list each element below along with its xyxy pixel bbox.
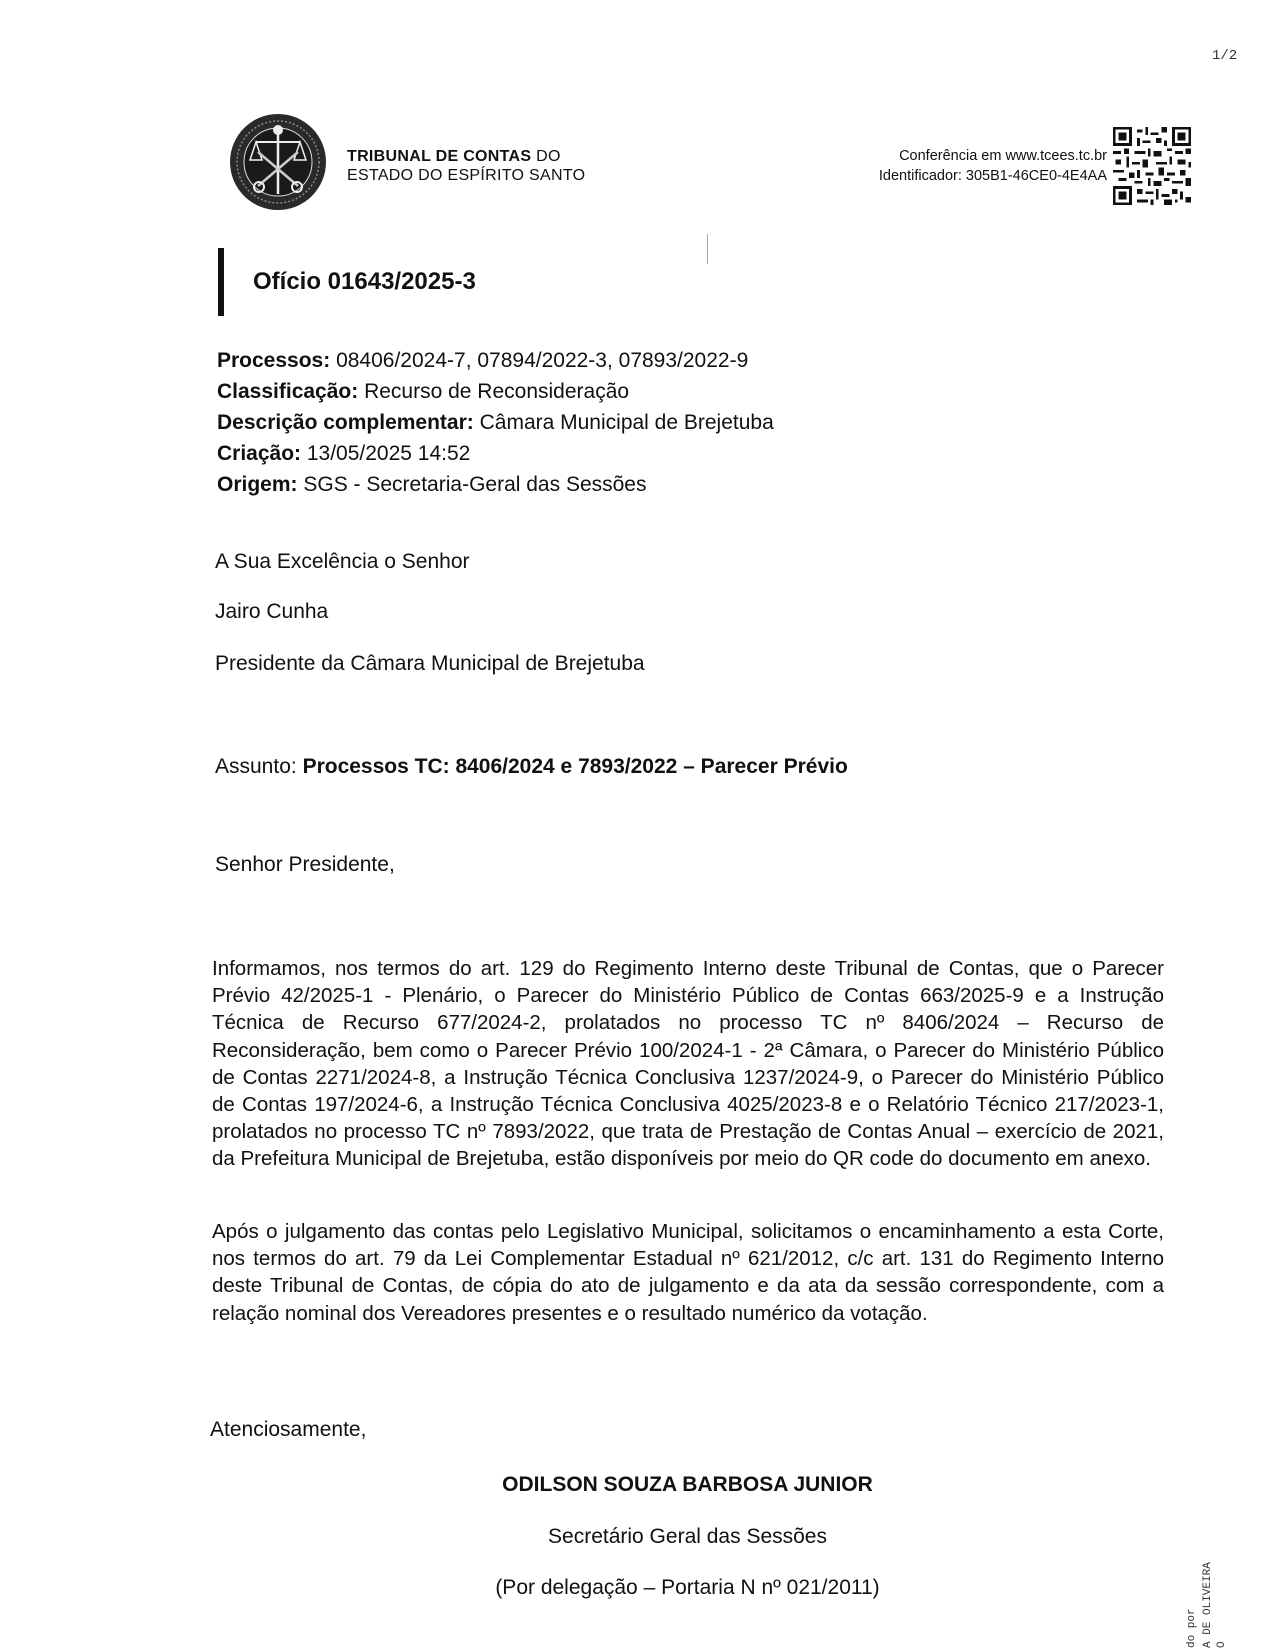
- addressee-salutation: A Sua Excelência o Senhor: [215, 550, 470, 573]
- side-stamp-line-2: A DE OLIVEIRA: [1202, 1562, 1214, 1648]
- side-stamp-line-1: do por: [1186, 1608, 1198, 1648]
- qr-code-icon[interactable]: [1113, 127, 1191, 205]
- body-paragraph-2: Após o julgamento das contas pelo Legislativo Municipal, solicitamos o encaminhamento a esta Corte, nos termos do art. 79 da Lei Complementar Estadual nº 621/2012, c/c art. 131 do Regimento Interno deste Tribunal de Contas, de cópia do ato de julgamento e da ata da sessão correspondente, com a relação nominal dos Vereadores presentes e o resultado numérico da votação.: [212, 1220, 1164, 1325]
- institution-name-bold: TRIBUNAL DE CONTAS: [347, 148, 532, 165]
- meta-processes: Processos: 08406/2024-7, 07894/2022-3, 07893/2022-9: [217, 349, 749, 372]
- addressee-role: Presidente da Câmara Municipal de Brejetuba: [215, 652, 645, 675]
- subject-text: Processos TC: 8406/2024 e 7893/2022 – Parecer Prévio: [302, 755, 848, 778]
- signatory-name: ODILSON SOUZA BARBOSA JUNIOR: [502, 1473, 873, 1496]
- subject-label: Assunto:: [215, 755, 303, 778]
- meta-description: Descrição complementar: Câmara Municipal de Brejetuba: [217, 411, 774, 434]
- verification-url: Conferência em www.tcees.tc.br: [899, 148, 1107, 164]
- greeting: Senhor Presidente,: [215, 853, 395, 876]
- side-signature-stamp: [1186, 1548, 1275, 1650]
- institution-name-suffix: DO: [531, 148, 561, 165]
- scan-artifact-line: [707, 234, 708, 264]
- closing: Atenciosamente,: [210, 1418, 367, 1441]
- title-accent-bar: [218, 248, 224, 316]
- metadata-block: [217, 345, 774, 500]
- institution-name: [347, 147, 585, 185]
- signatory-role: Secretário Geral das Sessões: [548, 1525, 827, 1548]
- body-paragraph-1: Informamos, nos termos do art. 129 do Regimento Interno deste Tribunal de Contas, que o Parecer Prévio 42/2025-1 - Plenário, o Parecer do Ministério Público de Contas 663/2025-9 e a Instrução Técnica de Recurso 677/2024-2, prolatados no processo TC nº 8406/2024 – Recurso de Reconsideração, bem como o Parecer Prévio 100/2024-1 - 2ª Câmara, o Parecer do Ministério Público de Contas 2271/2024-8, a Instrução Técnica Conclusiva 1237/2024-9, o Parecer do Ministério Público de Contas 197/2024-6, a Instrução Técnica Conclusiva 4025/2023-8 e o Relatório Técnico 217/2023-1, prolatados no processo TC nº 7893/2022, que trata de Prestação de Contas Anual – exercício de 2021, da Prefeitura Municipal de Brejetuba, estão disponíveis por meio do QR code do documento em anexo.: [212, 957, 1164, 1171]
- page-number: 1/2: [1212, 48, 1238, 64]
- verification-block: [879, 146, 1107, 186]
- subject-line: [215, 755, 848, 779]
- document-title: Ofício 01643/2025-3: [253, 268, 476, 295]
- side-stamp-line-3: O: [1216, 1641, 1228, 1648]
- institution-state: ESTADO DO ESPÍRITO SANTO: [347, 167, 586, 184]
- meta-classification: Classificação: Recurso de Reconsideração: [217, 380, 630, 403]
- meta-creation: Criação: 13/05/2025 14:52: [217, 442, 471, 465]
- signatory-delegation: (Por delegação – Portaria N nº 021/2011): [495, 1576, 880, 1599]
- tribunal-seal-logo: [228, 112, 328, 212]
- document-identifier: Identificador: 305B1-46CE0-4E4AA: [878, 168, 1107, 184]
- meta-origin: Origem: SGS - Secretaria-Geral das Sessões: [217, 473, 647, 496]
- addressee-name: Jairo Cunha: [215, 600, 329, 623]
